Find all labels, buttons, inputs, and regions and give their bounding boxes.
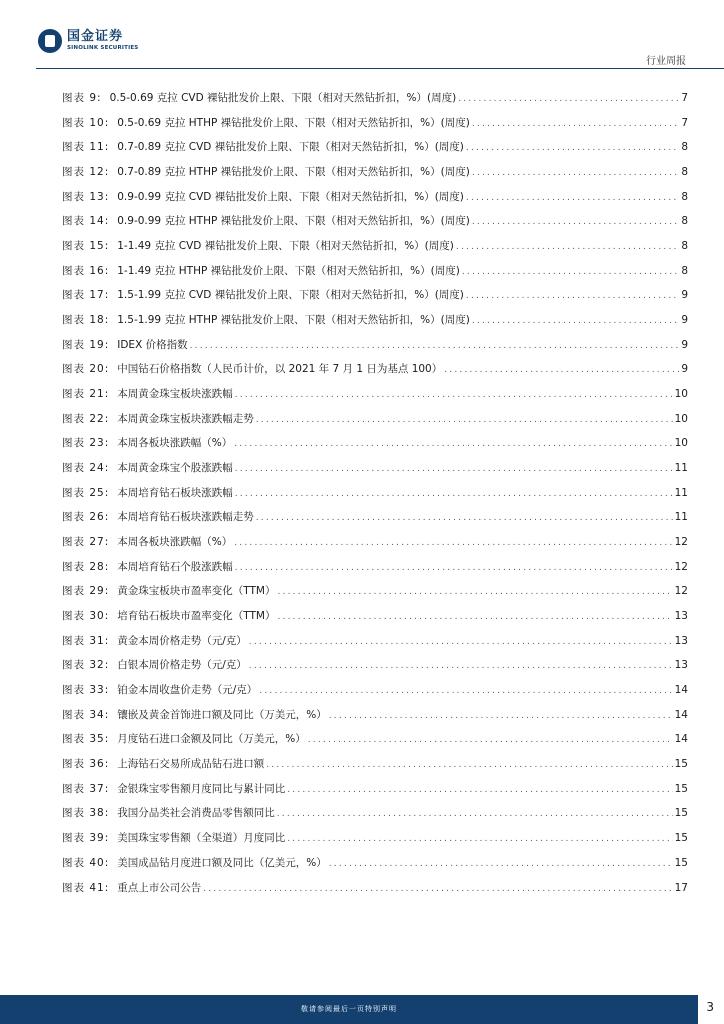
toc-leader-dots <box>472 117 679 131</box>
toc-entry[interactable] <box>62 239 688 264</box>
toc-entry[interactable] <box>62 806 688 831</box>
toc-leader-dots <box>456 240 679 254</box>
toc-leader-dots <box>249 635 673 649</box>
header-divider <box>36 68 724 69</box>
toc-entry-label: 图表 39: <box>62 832 110 845</box>
toc-entry[interactable] <box>62 412 688 437</box>
toc-entry-title: 0.7-0.89 克拉 CVD 裸钻批发价上限、下限（相对天然钻折扣，%）(周度) <box>117 141 464 154</box>
toc-entry[interactable] <box>62 288 688 313</box>
toc-entry-page: 12 <box>674 536 688 549</box>
toc-entry-title: 美国成品钻月度进口额及同比（亿美元，%） <box>117 856 327 869</box>
toc-entry-title: 重点上市公司公告 <box>117 881 202 894</box>
toc-entry-title: IDEX 价格指数 <box>117 338 188 351</box>
toc-entry-title: 本周培育钻石个股涨跌幅 <box>117 560 233 573</box>
toc-entry[interactable] <box>62 486 688 511</box>
toc-entry[interactable] <box>62 831 688 856</box>
toc-entry[interactable] <box>62 881 688 906</box>
toc-entry-page: 9 <box>681 314 688 327</box>
toc-leader-dots <box>235 462 673 476</box>
toc-entry-label: 图表 25: <box>62 486 110 499</box>
toc-leader-dots <box>190 339 680 353</box>
toc-leader-dots <box>203 882 672 896</box>
toc-entry-page: 10 <box>674 388 688 401</box>
toc-entry-page: 8 <box>681 166 688 179</box>
toc-entry-page: 15 <box>674 856 688 869</box>
toc-entry[interactable] <box>62 91 688 116</box>
toc-entry-title: 1.5-1.99 克拉 HTHP 裸钻批发价上限、下限（相对天然钻折扣，%）(周度) <box>117 314 470 327</box>
toc-leader-dots <box>266 758 672 772</box>
toc-leader-dots <box>256 413 673 427</box>
toc-entry[interactable] <box>62 165 688 190</box>
toc-entry[interactable] <box>62 782 688 807</box>
toc-entry-label: 图表 41: <box>62 881 110 894</box>
toc-leader-dots <box>458 92 679 106</box>
toc-entry-title: 0.7-0.89 克拉 HTHP 裸钻批发价上限、下限（相对天然钻折扣，%）(周度) <box>117 166 470 179</box>
toc-entry[interactable] <box>62 732 688 757</box>
toc-entry[interactable] <box>62 436 688 461</box>
toc-entry-label: 图表 9: <box>62 92 102 104</box>
logo-english-name: SINOLINK SECURITIES <box>67 45 139 51</box>
toc-entry[interactable] <box>62 560 688 585</box>
toc-leader-dots <box>329 709 673 723</box>
toc-entry-page: 15 <box>674 758 688 771</box>
toc-entry-title: 本周培育钻石板块涨跌幅走势 <box>117 511 254 524</box>
page-number: 3 <box>706 1000 714 1014</box>
toc-entry[interactable] <box>62 116 688 141</box>
toc-entry-label: 图表 28: <box>62 560 110 573</box>
toc-entry-page: 15 <box>674 807 688 820</box>
toc-entry-title: 0.5-0.69 克拉 CVD 裸钻批发价上限、下限（相对天然钻折扣，%）(周度) <box>109 92 457 104</box>
toc-entry-page: 15 <box>674 782 688 795</box>
toc-entry-label: 图表 14: <box>62 215 110 228</box>
logo-mark-icon <box>38 29 62 53</box>
toc-entry-title: 本周黄金珠宝板块涨跌幅走势 <box>117 412 254 425</box>
toc-entry-page: 8 <box>681 190 688 203</box>
toc-entry-title: 铂金本周收盘价走势（元/克） <box>117 684 258 697</box>
toc-leader-dots <box>329 857 673 871</box>
toc-entry-label: 图表 31: <box>62 634 110 647</box>
toc-entry-label: 图表 13: <box>62 190 110 203</box>
toc-entry-title: 0.9-0.99 克拉 CVD 裸钻批发价上限、下限（相对天然钻折扣，%）(周度) <box>117 190 464 203</box>
toc-leader-dots <box>277 610 672 624</box>
toc-entry-page: 9 <box>681 338 688 351</box>
toc-entry-page: 13 <box>674 659 688 672</box>
toc-entry-label: 图表 24: <box>62 462 110 475</box>
toc-entry-page: 7 <box>681 116 688 129</box>
toc-entry[interactable] <box>62 510 688 535</box>
toc-entry-title: 0.9-0.99 克拉 HTHP 裸钻批发价上限、下限（相对天然钻折扣，%）(周度) <box>117 215 470 228</box>
toc-entry-title: 黄金珠宝板块市盈率变化（TTM） <box>117 585 276 598</box>
toc-entry[interactable] <box>62 140 688 165</box>
toc-entry[interactable] <box>62 708 688 733</box>
toc-entry-label: 图表 11: <box>62 141 110 154</box>
toc-entry-label: 图表 36: <box>62 758 110 771</box>
toc-entry-title: 上海钻石交易所成品钻石进口额 <box>117 758 265 771</box>
logo-chinese-name: 国金证券 <box>67 29 124 44</box>
toc-entry-title: 培育钻石板块市盈率变化（TTM） <box>117 610 276 623</box>
toc-entry-page: 13 <box>674 610 688 623</box>
toc-entry-page: 12 <box>674 585 688 598</box>
toc-entry-page: 10 <box>674 437 688 450</box>
chart-index-list <box>62 91 688 905</box>
toc-leader-dots <box>249 659 673 673</box>
toc-entry-label: 图表 12: <box>62 166 110 179</box>
toc-entry-label: 图表 16: <box>62 264 110 277</box>
toc-entry-title: 本周培育钻石板块涨跌幅 <box>117 486 233 499</box>
toc-leader-dots <box>472 215 679 229</box>
toc-leader-dots <box>466 141 679 155</box>
toc-entry-label: 图表 27: <box>62 536 110 549</box>
toc-entry-page: 17 <box>674 881 688 894</box>
toc-leader-dots <box>462 265 679 279</box>
toc-entry-page: 14 <box>674 708 688 721</box>
toc-entry-page: 10 <box>674 412 688 425</box>
toc-entry[interactable] <box>62 362 688 387</box>
toc-entry[interactable] <box>62 683 688 708</box>
toc-leader-dots <box>287 783 672 797</box>
toc-entry-page: 11 <box>674 486 688 499</box>
page-footer <box>0 995 698 1024</box>
toc-entry[interactable] <box>62 535 688 560</box>
toc-entry-label: 图表 40: <box>62 856 110 869</box>
toc-entry-page: 8 <box>681 141 688 154</box>
toc-entry-label: 图表 32: <box>62 659 110 672</box>
toc-entry-page: 8 <box>681 215 688 228</box>
toc-leader-dots <box>277 585 672 599</box>
toc-leader-dots <box>308 733 673 747</box>
toc-entry-label: 图表 19: <box>62 338 110 351</box>
toc-entry-page: 8 <box>681 240 688 253</box>
toc-entry[interactable] <box>62 856 688 881</box>
toc-entry-title: 中国钻石价格指数（人民币计价，以 2021 年 7 月 1 日为基点 100） <box>117 363 443 376</box>
toc-entry-page: 14 <box>674 684 688 697</box>
toc-entry-label: 图表 37: <box>62 782 110 795</box>
toc-entry-label: 图表 17: <box>62 289 110 302</box>
toc-entry-page: 11 <box>674 511 688 524</box>
toc-entry-page: 7 <box>681 92 688 104</box>
toc-entry-title: 美国珠宝零售额（全渠道）月度同比 <box>117 832 286 845</box>
toc-leader-dots <box>235 561 673 575</box>
toc-entry-label: 图表 18: <box>62 314 110 327</box>
toc-leader-dots <box>234 437 672 451</box>
toc-leader-dots <box>472 314 679 328</box>
toc-entry-title: 镶嵌及黄金首饰进口额及同比（万美元，%） <box>117 708 327 721</box>
page-header <box>0 0 724 72</box>
toc-entry-title: 1.5-1.99 克拉 CVD 裸钻批发价上限、下限（相对天然钻折扣，%）(周度) <box>117 289 464 302</box>
toc-entry-title: 月度钻石进口金额及同比（万美元，%） <box>117 733 306 746</box>
toc-entry[interactable] <box>62 313 688 338</box>
toc-entry-page: 11 <box>674 462 688 475</box>
toc-entry-page: 13 <box>674 634 688 647</box>
toc-entry-label: 图表 29: <box>62 585 110 598</box>
toc-entry[interactable] <box>62 338 688 363</box>
toc-leader-dots <box>235 487 673 501</box>
toc-entry[interactable] <box>62 609 688 634</box>
toc-entry-label: 图表 10: <box>62 116 110 129</box>
toc-leader-dots <box>472 166 679 180</box>
logo-text <box>67 30 138 52</box>
toc-entry[interactable] <box>62 387 688 412</box>
toc-entry-label: 图表 35: <box>62 733 110 746</box>
company-logo <box>38 29 138 53</box>
toc-entry-title: 白银本周价格走势（元/克） <box>117 659 247 672</box>
toc-leader-dots <box>235 388 673 402</box>
toc-entry-page: 15 <box>674 832 688 845</box>
footer-disclaimer: 敬请参阅最后一页特别声明 <box>301 1005 397 1013</box>
toc-entry-label: 图表 21: <box>62 388 110 401</box>
toc-entry[interactable] <box>62 461 688 486</box>
toc-entry-title: 1-1.49 克拉 CVD 裸钻批发价上限、下限（相对天然钻折扣，%）(周度) <box>117 240 454 253</box>
toc-entry-page: 9 <box>681 289 688 302</box>
toc-entry-title: 本周黄金珠宝板块涨跌幅 <box>117 388 233 401</box>
toc-entry-page: 8 <box>681 264 688 277</box>
toc-entry-page: 12 <box>674 560 688 573</box>
toc-entry-title: 0.5-0.69 克拉 HTHP 裸钻批发价上限、下限（相对天然钻折扣，%）(周度) <box>117 116 470 129</box>
toc-entry[interactable] <box>62 757 688 782</box>
toc-entry-page: 9 <box>681 363 688 376</box>
toc-entry-label: 图表 38: <box>62 807 110 820</box>
toc-entry-label: 图表 15: <box>62 240 110 253</box>
toc-entry-title: 金银珠宝零售额月度同比与累计同比 <box>117 782 286 795</box>
toc-entry-label: 图表 22: <box>62 412 110 425</box>
toc-leader-dots <box>259 684 672 698</box>
toc-leader-dots <box>287 832 672 846</box>
toc-entry-title: 我国分品类社会消费品零售额同比 <box>117 807 275 820</box>
toc-entry-title: 本周各板块涨跌幅（%） <box>117 437 233 450</box>
toc-entry-label: 图表 34: <box>62 708 110 721</box>
toc-entry-label: 图表 23: <box>62 437 110 450</box>
toc-entry-label: 图表 26: <box>62 511 110 524</box>
toc-entry[interactable] <box>62 264 688 289</box>
toc-entry[interactable] <box>62 214 688 239</box>
toc-entry-title: 本周各板块涨跌幅（%） <box>117 536 233 549</box>
toc-entry-label: 图表 20: <box>62 363 110 376</box>
toc-leader-dots <box>444 363 679 377</box>
toc-entry-label: 图表 30: <box>62 610 110 623</box>
toc-leader-dots <box>277 807 673 821</box>
toc-leader-dots <box>466 191 679 205</box>
toc-entry-title: 本周黄金珠宝个股涨跌幅 <box>117 462 233 475</box>
toc-entry[interactable] <box>62 190 688 215</box>
toc-entry-page: 14 <box>674 733 688 746</box>
toc-entry[interactable] <box>62 584 688 609</box>
toc-leader-dots <box>256 511 673 525</box>
toc-entry[interactable] <box>62 658 688 683</box>
toc-entry-title: 1-1.49 克拉 HTHP 裸钻批发价上限、下限（相对天然钻折扣，%）(周度) <box>117 264 460 277</box>
report-type-tag: 行业周报 <box>646 56 686 67</box>
toc-leader-dots <box>466 289 679 303</box>
toc-entry[interactable] <box>62 634 688 659</box>
toc-entry-title: 黄金本周价格走势（元/克） <box>117 634 247 647</box>
toc-entry-label: 图表 33: <box>62 684 110 697</box>
toc-leader-dots <box>234 536 672 550</box>
